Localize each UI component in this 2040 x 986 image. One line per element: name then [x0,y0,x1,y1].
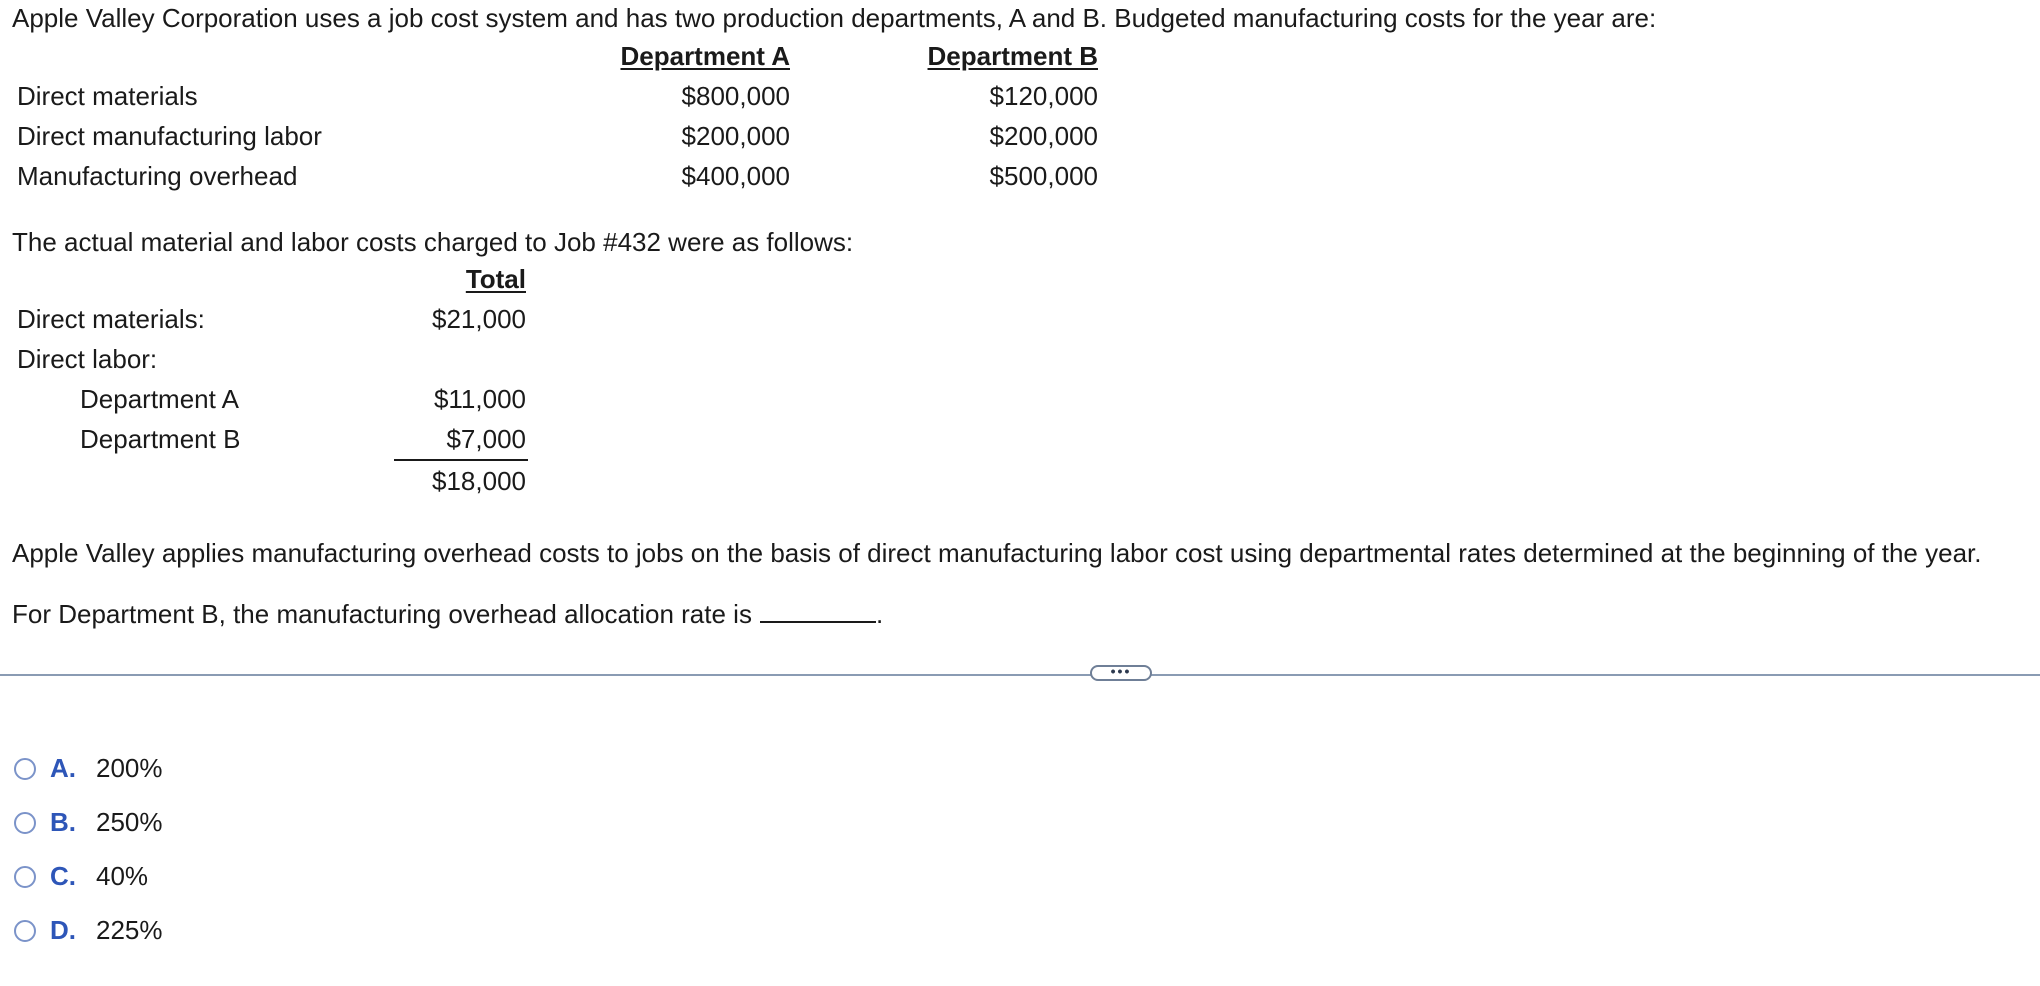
choice-a[interactable] [14,752,163,786]
question-text: For Department B, the manufacturing overhead allocation rate is [12,599,752,629]
choice-letter: A. [50,753,76,784]
overhead-note: Apple Valley applies manufacturing overhead costs to jobs on the basis of direct manufacturing labor cost using departmental rates determined at the beginning of the year. [12,538,1982,568]
budget-cell-dept-a: $200,000 [681,121,790,151]
job-row-label: Direct labor: [17,344,158,374]
choice-letter: B. [50,807,76,838]
budget-row-label: Direct materials [17,81,198,111]
budget-row-label: Direct manufacturing labor [17,121,322,151]
radio-button-icon[interactable] [14,758,36,780]
choice-text: 200% [96,753,163,784]
budget-cell-dept-b: $200,000 [989,121,1098,151]
budget-cell-dept-b: $500,000 [989,161,1098,191]
subtotal-rule [394,459,528,461]
job-header-total: Total [465,264,526,294]
budget-cell-dept-b: $120,000 [989,81,1098,111]
job-row-label: Direct materials: [17,304,205,334]
section-divider [0,674,2040,676]
job-labor-total: $18,000 [432,466,526,496]
choice-letter: C. [50,861,76,892]
choice-b[interactable] [14,806,163,840]
problem-intro: Apple Valley Corporation uses a job cost system and has two production departments, A and B. Budgeted manufacturing costs for the year are: [12,3,1657,33]
choice-d[interactable] [14,914,163,948]
question-period: . [875,599,884,629]
choice-c[interactable] [14,860,148,894]
job-cell-total: $21,000 [432,304,526,334]
choice-letter: D. [50,915,76,946]
job-cell-total: $7,000 [446,424,526,454]
question-prompt [12,597,883,630]
job-row-label: Department A [80,384,239,414]
job-row-label: Department B [80,424,241,454]
radio-button-icon[interactable] [14,920,36,942]
expand-more-button[interactable]: ••• [1090,665,1152,681]
budget-header-dept-a: Department A [620,41,790,71]
choice-text: 225% [96,915,163,946]
radio-button-icon[interactable] [14,866,36,888]
budget-header-dept-b: Department B [927,41,1098,71]
job-cell-total: $11,000 [433,384,526,414]
job-intro: The actual material and labor costs charged to Job #432 were as follows: [12,227,854,257]
answer-blank [760,597,876,623]
choice-text: 40% [96,861,149,892]
choice-text: 250% [96,807,163,838]
radio-button-icon[interactable] [14,812,36,834]
budget-cell-dept-a: $400,000 [681,161,790,191]
budget-row-label: Manufacturing overhead [17,161,298,191]
budget-cell-dept-a: $800,000 [681,81,790,111]
